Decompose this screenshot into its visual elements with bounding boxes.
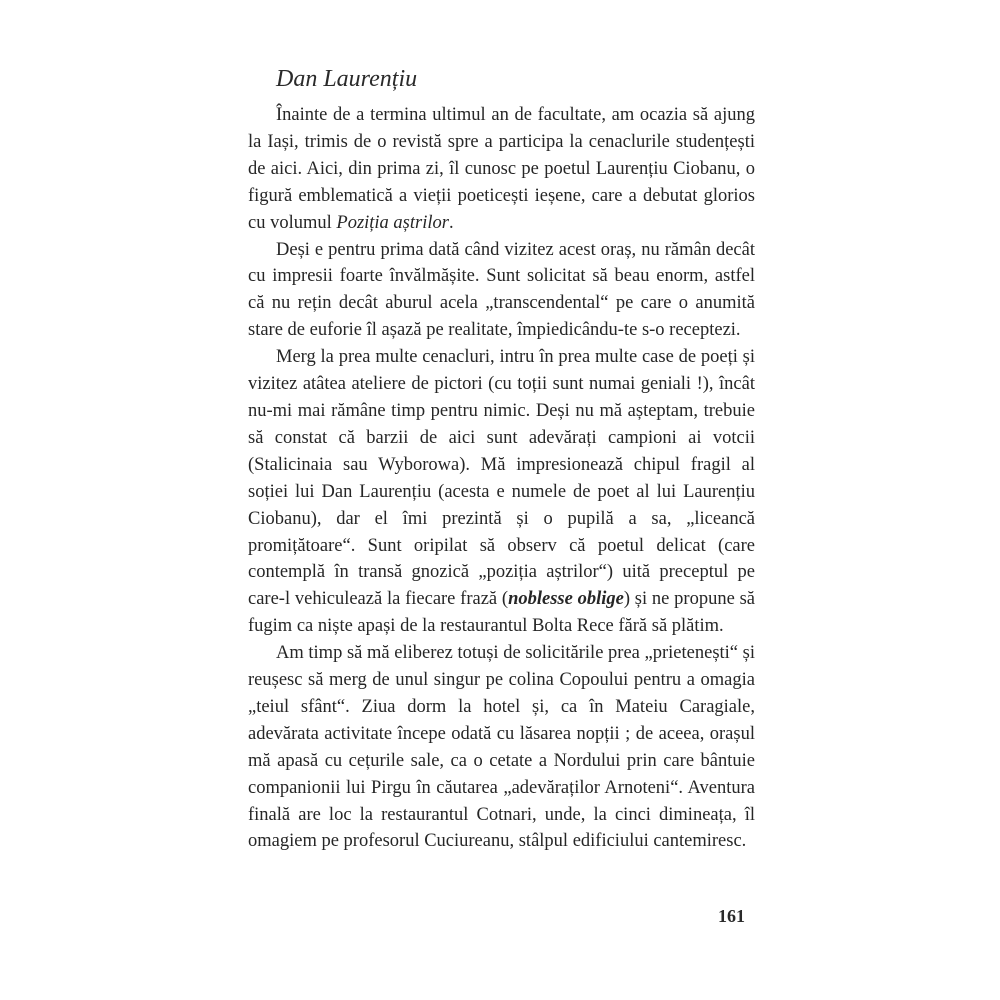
paragraph-1-end: . <box>448 212 454 233</box>
paragraph-1 <box>248 102 755 237</box>
paragraph-4: Am timp să mă eliberez totuși de solicitările prea „prietenești“ și reușesc să merg de unul singur pe colina Copoului pentru a omagia „teiul sfânt“. Ziua dorm la hotel și, ca în Mateiu Caragiale, adevărata activitate începe odată cu lăsarea nopții ; de aceea, orașul mă apasă cu cețurile sale, ca o cetate a Nordului prin care bântuie companionii lui Pirgu în căutarea „adevăraților Arnoteni“. Aventura finală are loc la restaurantul Cotnari, unde, la cinci dimineața, îl omagiem pe profesorul Cuciureanu, stâlpul edificiului cantemiresc. <box>248 643 755 852</box>
paragraph-3 <box>248 344 755 640</box>
page-number: 161 <box>718 906 745 926</box>
running-header: Dan Laurențiu <box>276 66 418 92</box>
paragraph-2: Deși e pentru prima dată când vizitez acest oraș, nu rămân decât cu impresii foarte învălmășite. Sunt solicitat să beau enorm, astfel că nu rețin decât aburul acela „transcendental“ pe care o anumită stare de euforie îl așază pe realitate, împiedicându-te s-o receptezi. <box>248 239 755 341</box>
paragraph-3-end: ) și ne propune să fugim ca niște apași de la restaurantul Bolta Rece fără să plătim. <box>248 589 755 637</box>
page-body <box>248 102 755 855</box>
noblesse-oblige-emphasis: noblesse oblige <box>508 589 624 610</box>
paragraph-3-text: Merg la prea multe cenacluri, intru în prea multe case de poeți și vizitez atâtea ateliere de pictori (cu toții sunt numai geniali !), încât nu-mi mai rămâne timp pentru nimic. Deși nu mă așteptam, trebuie să constat că barzii de aici sunt adevărați campioni ai votcii (Stalicinaia sau Wyborowa). Mă impresionează chipul fragil al soției lui Dan Laurențiu (acesta e numele de poet al lui Laurențiu Ciobanu), dar el îmi prezintă și o pupilă a sa, „liceancă promițătoare“. Sunt oripilat să observ că poetul delicat (care contemplă în transă gnozică „poziția aștrilor“) uită preceptul pe care-l vehiculează la fiecare frază ( <box>248 347 755 610</box>
book-title-italic: Poziția aștrilor <box>336 212 449 233</box>
paragraph-1-text: Înainte de a termina ultimul an de facultate, am ocazia să ajung la Iași, trimis de o revistă spre a participa la cenaclurile studențești de aici. Aici, din prima zi, îl cunosc pe poetul Laurențiu Ciobanu, o figură emblematică a vieții poeticești ieșene, care a debutat glorios cu volumul <box>248 105 755 233</box>
